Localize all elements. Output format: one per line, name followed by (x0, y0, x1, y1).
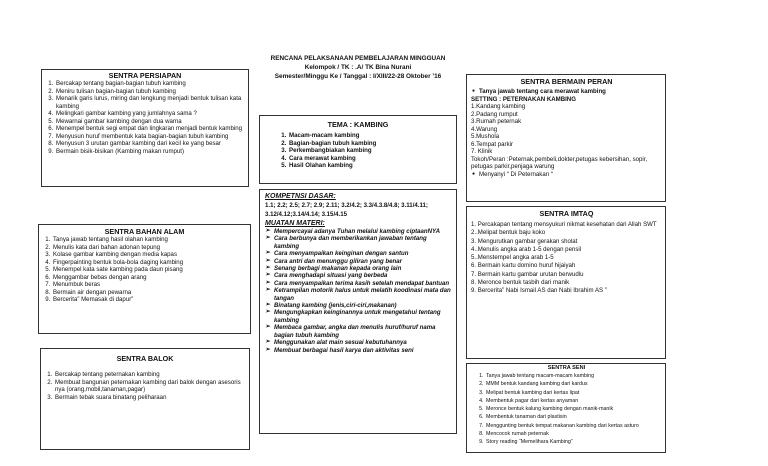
list-item: 4. Membentuk pagar dari kertas anyaman (485, 397, 662, 405)
list-item: ➢ Cara menghadapi situasi yang berbeda (265, 272, 452, 279)
list-item: 6. Membentuk tanaman dari plastisin (485, 413, 662, 421)
list-item: 6. Bermain kartu domino huruf hijaiyah (471, 262, 576, 270)
list-item: 4. Melingkari gambar kambing yang jumlahnya sama ? (55, 110, 245, 118)
list-item: 2. Meniru tulisan bagian-bagian tubuh kambing (55, 88, 245, 96)
sentra-balok-list (44, 371, 246, 401)
list-item: ➢ Cara antri dan menunggu giliran yang benar (265, 258, 452, 265)
sentra-persiapan-list (45, 80, 245, 155)
muatan-materi-list (265, 228, 452, 354)
list-item: ➢ Membuat berbagai hasil karya dan aktivitas seni (265, 347, 452, 354)
list-item: 1. Macam-macam kambing (288, 132, 452, 140)
list-item: 5. Meronce bentuk kalung kambing dengan manik-manik (485, 405, 662, 413)
list-item: ➢ Senang berbagi makanan kepada orang lain (265, 265, 452, 272)
list-item: ➢ Cara berbunya dan memberikankan jawaban tentang kambing (265, 235, 452, 250)
sentra-balok-title: SENTRA BALOK (116, 354, 174, 363)
list-item: 9. Story reading “Memelihara Kambing” (485, 438, 662, 446)
list-item: 9. Bercerita” Nabi Ismail AS dan Nabi Ibrahim AS ” (471, 287, 607, 295)
list-item: 4.Warung (471, 125, 498, 133)
list-item: 1. Bercakap tentang bagian-bagian tubuh kambing (55, 80, 245, 88)
sentra-persiapan-box (41, 69, 249, 187)
list-item: 2.Padang rumput (471, 110, 518, 118)
list-item: 8. Bermain air dengan pewarna (52, 289, 247, 297)
list-item: 7. Menumbuk beras (52, 281, 247, 289)
sentra-bahan-alam-list (42, 236, 247, 304)
semester-line: Semester/Minggu Ke / Tanggal : I/XIII/22-28 Oktober ’16 (274, 73, 442, 80)
list-item: 5. Hasil Olahan kambing (288, 162, 452, 170)
list-item: 9. Bermain bisik-bisikan (Kambing makan rumput) (55, 148, 245, 156)
bermain-peran-bullet-2: ● Menyanyi “ Di Peternakan “ (471, 171, 662, 179)
list-item: 3. Mengurutkan gambar gerakan sholat (471, 237, 578, 245)
sentra-bahan-alam-box (38, 224, 251, 334)
list-item: 2..Melipat bentuk baju koko (471, 229, 546, 237)
list-item: 9. Bercerita” Memasak di dapur” (52, 296, 247, 304)
group-line: Kelompok / TK : .A/ TK Bina Nurani (304, 64, 412, 71)
sentra-seni-box (466, 363, 666, 453)
list-item: 6. Menggambar bebas dengan arang (52, 274, 247, 282)
sentra-seni-title: SENTRA SENI (547, 365, 586, 371)
list-item: 6. Menempel bentuk segi empat dan lingkaran menjadi bentuk kambing (55, 125, 245, 133)
sentra-bermain-peran-title: SENTRA BERMAIN PERAN (520, 77, 613, 86)
list-item: 3.Rumah peternak (471, 118, 522, 125)
list-item: 5. Menempel kata sate kambing pada daun pisang (52, 266, 247, 274)
list-item: 2. MMM bentuk kandang kambing dari kardus (485, 380, 662, 388)
page-title: RENCANA PELAKSANAAN PEMBELAJARAN MINGGUAN (270, 55, 446, 62)
list-item: 8. Meronce bentuk tasbih dari manik (471, 279, 570, 287)
sentra-imtaq-box (466, 206, 666, 359)
list-item: 4. Cara merawat kambing (288, 155, 452, 163)
tema-title: TEMA : KAMBING (327, 120, 389, 129)
tema-list (264, 132, 452, 170)
list-item: 8. Mencocok rumah peternak (485, 430, 662, 438)
sentra-persiapan-title: SENTRA PERSIAPAN (108, 71, 182, 80)
tema-box (259, 115, 457, 184)
list-item: ➢ Mengungkapkan keinginannya untuk mengetahui tentang kambing (265, 309, 452, 324)
page-header (258, 54, 458, 81)
list-item: 7. Menyusun huruf membentuk kata bagian-bagian tubuh kambing (55, 133, 245, 141)
list-item: 2. Menulis kata dari bahan adonan tepung (52, 244, 247, 252)
sentra-imtaq-title: SENTRA IMTAQ (539, 209, 594, 218)
list-item: 3. Kolase gambar kambing dengan media kapas (52, 251, 247, 259)
list-item: 2. Membuat bangunan peternakan kambing dari balok dengan asesoris nya (orang,mobil,tanaman,pagar) (54, 379, 246, 394)
list-item: 7. Klinik (471, 148, 493, 155)
list-item: 3. Menarik garis lurus, miring dan lengkung menjadi bentuk tulisan kata kambing (55, 95, 245, 110)
list-item: 1.Kandang kambing (471, 103, 526, 110)
list-item: 4. Fingerpainting bentuk bola-bola daging kambing (52, 259, 247, 267)
list-item: ➢ Ketrampilan motorik halus untuk melatih koodinasi mata dan tangan (265, 287, 452, 302)
sentra-balok-box (40, 348, 250, 450)
list-item: 1. Tanya jawab tentang macam-macam kambing (485, 372, 662, 380)
list-item: ➢ Mempercayai adanya Tuhan melalui kambing ciptaanNYA (265, 228, 452, 235)
list-item: 6.Tempat parkir (471, 140, 513, 148)
list-item: 4..Menulis angka arab 1-5 dengan pensil (471, 245, 582, 253)
bermain-peran-bullet-1: ● Tanya jawab tentang cara merawat kambing (471, 88, 662, 96)
list-item: 2. Bagian-bagian tubuh kambing (288, 140, 452, 148)
list-item: 5..Menstempel angka arab 1-5 (471, 254, 554, 262)
list-item: ➢ Membaca gambar, angka dan menulis huruf/huruf nama bagian tubuh kambing (265, 324, 452, 339)
sentra-bahan-alam-title: SENTRA BAHAN ALAM (104, 227, 185, 236)
kompetensi-codes: 1.1; 2.2; 2.5; 2.7; 2.9; 2.11; 3.2/4.2; 3.3/4.3.8/4.8; 3.11/4.11; 3.12/4.12;3.14/4.14; 3.15/4.15 (265, 202, 428, 218)
setting-label: SETTING : PETERNAKAN KAMBING (471, 95, 576, 103)
list-item: 3. Melipat bentuk kambing dari kertas lipat (485, 389, 662, 397)
muatan-materi-title: MUATAN MATERI: (265, 220, 325, 227)
list-item: ➢ Cara menyampaikan terima kasih setelah mendapat bantuan (265, 280, 452, 287)
list-item: 3. Bermain tebak suara binatang peliharaan (54, 394, 246, 402)
list-item: 8. Menyusun 3 urutan gambar kambing dari kecil ke yang besar (55, 140, 245, 148)
list-item: 3. Perkembangbiakan kambing (288, 147, 452, 155)
list-item: ➢ Cara menyampaikan keinginan dengan santun (265, 250, 452, 257)
kompetensi-box (259, 189, 457, 434)
list-item: 5.Mushola (471, 133, 500, 140)
kompetensi-title: KOMPETNSI DASAR: (265, 193, 336, 200)
list-item: 7. Bermain kartu gambar urutan berwudlu (471, 270, 584, 278)
list-item: 1. Percakapan tentang mensyukuri nikmat kesehatan dari Allah SWT (471, 221, 657, 228)
list-item: ➢ Menggunakan alat main sesuai kebutuhannya (265, 339, 452, 346)
list-item: 5. Mewarnai gambar kambing dengan dua warna (55, 118, 245, 126)
list-item: 1. Bercakap tentang peternakan kambing (54, 371, 246, 379)
list-item: 1. Tanya jawab tentang hasil olahan kambing (52, 236, 247, 244)
sentra-bermain-peran-box (466, 74, 666, 202)
tokoh-peran: Tokoh/Peran :Peternak,pembeli,dokter,petugas kebersihan, sopir, petugas parkir,penjaga warung (471, 155, 648, 170)
sentra-seni-list (471, 372, 662, 447)
list-item: 7. Menggunting bentuk tempat makanan kambing dari kertas asturo (485, 422, 662, 430)
list-item: ➢ Binatang kambing (jenis,ciri-ciri,makanan) (265, 302, 452, 309)
